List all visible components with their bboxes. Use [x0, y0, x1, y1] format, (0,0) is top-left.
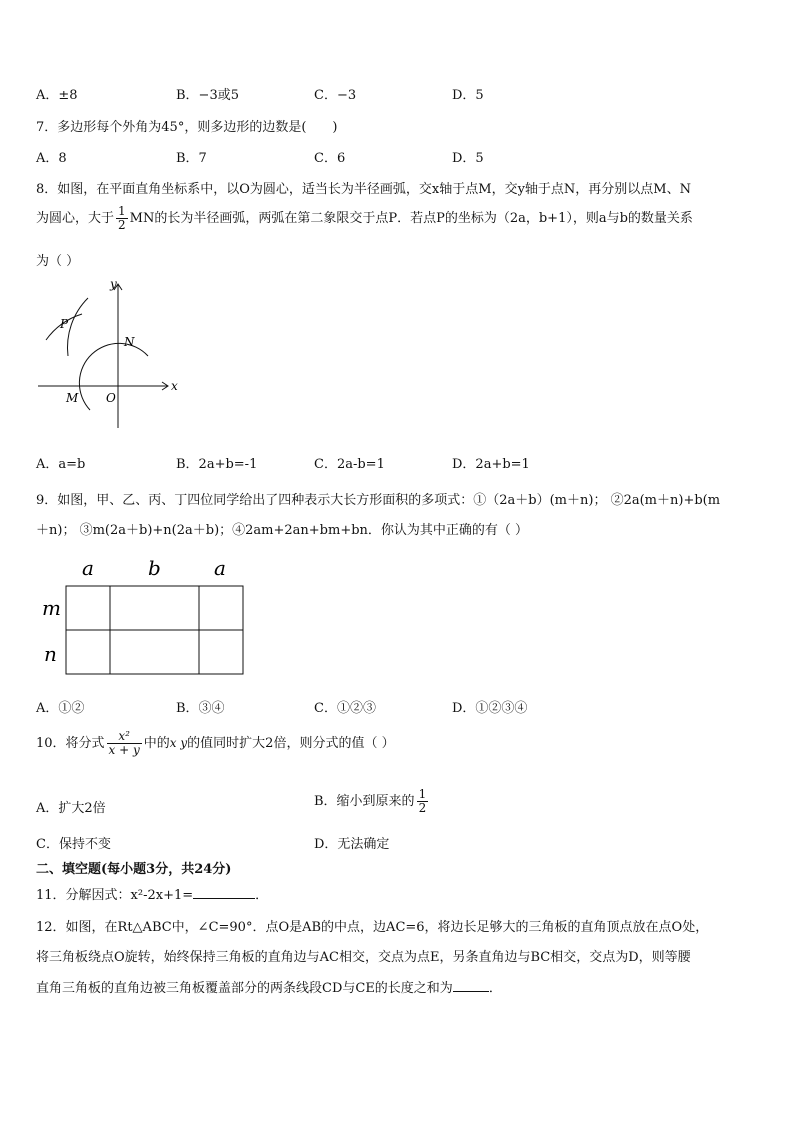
q10-option-b-text: B．缩小到原来的	[314, 794, 415, 810]
col-label-a2: a	[214, 556, 226, 580]
q9-option-a[interactable]: A．①②	[36, 701, 85, 716]
q10-fraction	[107, 730, 142, 757]
q8-option-c[interactable]: C．2a-b=1	[314, 457, 385, 472]
label-n: N	[124, 335, 135, 349]
label-x: x	[171, 379, 178, 393]
row-label-m: m	[42, 596, 61, 620]
row-label-n: n	[44, 642, 57, 666]
q11-text: 11．分解因式：x²-2x+1=	[36, 888, 194, 903]
q8-coordinate-figure	[30, 278, 190, 438]
q8-stem-line3: 为（ ）	[36, 254, 80, 269]
col-label-b: b	[148, 556, 161, 580]
q10-pre: 10．将分式	[36, 736, 105, 752]
q8-frac-den: 2	[118, 218, 126, 233]
q6-option-d[interactable]: D．5	[452, 88, 484, 103]
q8-option-a[interactable]: A．a=b	[36, 457, 86, 472]
q7-stem: 7．多边形每个外角为45°，则多边形的边数是( )	[36, 120, 338, 135]
q8-stem-line1: 8．如图，在平面直角坐标系中，以O为圆心，适当长为半径画弧，交x轴于点M，交y轴于点N，再分别以点M、N	[36, 182, 691, 197]
q12-line3-text: 直角三角板的直角边被三角板覆盖部分的两条线段CD与CE的长度之和为	[36, 981, 453, 996]
q8-frac-num: 1	[118, 204, 126, 218]
label-p: P	[60, 317, 69, 331]
q7-option-a[interactable]: A．8	[36, 151, 67, 166]
section2-title: 二、填空题(每小题3分，共24分)	[36, 862, 232, 877]
q6-option-a[interactable]: A．±8	[36, 88, 78, 103]
q12-answer-blank[interactable]	[453, 991, 489, 992]
q9-stem-line2: ＋n)； ③m(2a＋b)+n(2a＋b)；④2am+2an+bm+bn．你认为其中正确的有（ ）	[36, 523, 529, 538]
q9-option-c[interactable]: C．①②③	[314, 701, 376, 716]
q10-stem	[36, 730, 395, 757]
q8-stem-line2	[36, 205, 693, 232]
q8-option-b[interactable]: B．2a+b=-1	[176, 457, 258, 472]
q9-stem-line1: 9．如图，甲、乙、丙、丁四位同学给出了四种表示大长方形面积的多项式：①（2a＋b）(m＋n)； ②2a(m＋n)+b(m	[36, 493, 721, 508]
q7-option-b[interactable]: B．7	[176, 151, 207, 166]
q10-option-b[interactable]	[314, 788, 430, 815]
q10-option-a[interactable]: A．扩大2倍	[36, 801, 106, 816]
q11-stem	[36, 884, 268, 903]
q7-option-c[interactable]: C．6	[314, 151, 346, 166]
q10-optb-den: 2	[418, 801, 427, 816]
q11-end: ．	[255, 888, 269, 903]
q10-mid: 中的	[143, 736, 170, 752]
q8-fraction-half	[116, 205, 128, 232]
q10-frac-den: x + y	[108, 743, 140, 758]
q12-stem-line1: 12．如图，在Rt△ABC中，∠C=90°．点O是AB的中点，边AC=6，将边长足够大的三角板的直角顶点放在点O处，	[36, 920, 709, 935]
label-o: O	[106, 391, 116, 405]
q10-frac-num: x²	[107, 730, 142, 744]
label-m: M	[66, 391, 79, 405]
q9-rectangle-figure	[36, 555, 256, 680]
q12-stem-line3	[36, 977, 502, 996]
q10-option-b-fraction	[417, 788, 429, 815]
q10-option-d[interactable]: D．无法确定	[314, 837, 390, 852]
q12-stem-line2: 将三角板绕点O旋转，始终保持三角板的直角边与AC相交，交点为点E，另条直角边与BC相交，交点为D，则等腰	[36, 950, 691, 965]
q8-line2-pre: 为圆心，大于	[36, 211, 115, 227]
q8-line2-post: MN的长为半径画弧，两弧在第二象限交于点P．若点P的坐标为（2a，b+1），则a与b的数量关系	[129, 211, 693, 227]
q11-answer-blank[interactable]	[193, 898, 255, 899]
q7-option-d[interactable]: D．5	[452, 151, 484, 166]
q6-option-c[interactable]: C．−3	[314, 88, 357, 103]
q9-option-b[interactable]: B．③④	[176, 701, 225, 716]
arc-from-m	[67, 298, 88, 356]
label-y: y	[110, 278, 117, 291]
q8-option-d[interactable]: D．2a+b=1	[452, 457, 530, 472]
q12-end: ．	[488, 981, 502, 996]
col-label-a1: a	[82, 556, 94, 580]
q10-post: 的值同时扩大2倍，则分式的值（ ）	[187, 736, 395, 752]
q6-option-b[interactable]: B．−3或5	[176, 88, 239, 103]
q10-vars: x y	[169, 736, 188, 751]
q9-option-d[interactable]: D．①②③④	[452, 701, 528, 716]
q10-optb-num: 1	[418, 787, 427, 801]
q10-option-c[interactable]: C．保持不变	[36, 837, 111, 852]
